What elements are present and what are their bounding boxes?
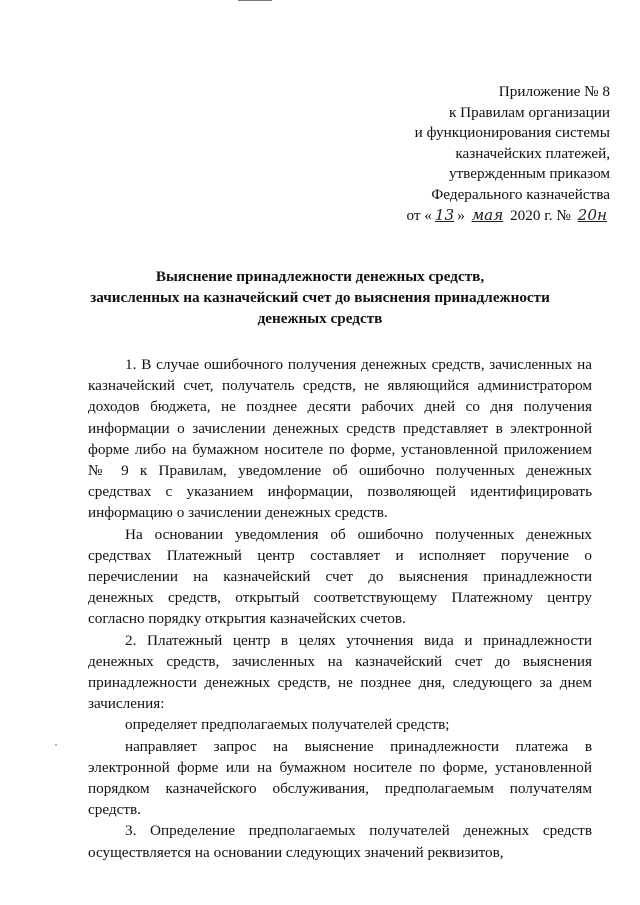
document-body [88, 354, 592, 863]
paragraph: На основании уведомления об ошибочно полученных денежных средствах Платежный центр составляет и исполняет поручение о перечислении на казначейский счет до выяснения принадлежности денежных средств, открытый соответствующему Платежному центру согласно порядку открытия казначейских счетов. [88, 525, 592, 628]
handwritten-order-number: 20н [577, 206, 607, 224]
scan-speck [55, 744, 57, 746]
appendix-date-line [330, 205, 610, 227]
paragraph: определяет предполагаемых получателей средств; [125, 716, 450, 734]
paragraph: 3. Определение предполагаемых получателей денежных средств осуществляется на основании следующих значений реквизитов, [88, 822, 592, 861]
paragraph: 1. В случае ошибочного получения денежных средств, зачисленных на казначейский счет, получатель средств, не являющийся администратором доходов бюджета, не позднее десяти рабочих дней со дня получения информации о зачислении денежных средств представляет в электронной форме либо на бумажном носителе по форме, установленной приложением № 9 к Правилам, уведомление об ошибочно полученных денежных средствах с указанием информации, позволяющей идентифицировать информацию о зачислении денежных средств. [88, 356, 592, 522]
date-year: 2020 г. № [510, 207, 571, 224]
appendix-line: и функционирования системы [414, 124, 610, 141]
handwritten-day: 13 [434, 206, 455, 224]
appendix-header [330, 82, 610, 227]
appendix-line: Приложение № 8 [498, 83, 610, 100]
title-line: зачисленных на казначейский счет до выяснения принадлежности [90, 289, 550, 306]
handwritten-month: мая [471, 206, 504, 224]
title-line: Выяснение принадлежности денежных средств, [155, 268, 485, 285]
scan-artifact-line [238, 0, 272, 1]
appendix-line: утвержденным приказом [448, 165, 610, 182]
appendix-line: к Правилам организации [448, 103, 610, 121]
paragraph: 2. Платежный центр в целях уточнения вида и принадлежности денежных средств, зачисленных на казначейский счет до выяснения принадлежности денежных средств, не позднее дня, следующего за днем зачисления: [88, 631, 592, 713]
document-title [80, 266, 560, 329]
title-line: денежных средств [257, 310, 383, 327]
date-prefix: от « [406, 207, 432, 224]
paragraph: направляет запрос на выяснение принадлежности платежа в электронной форме или на бумажном носителе по форме, установленной порядком казначейского обслуживания, предполагаемым получателям средств. [88, 737, 592, 819]
date-mid: » [457, 207, 465, 224]
appendix-line: казначейских платежей, [455, 144, 610, 162]
appendix-line: Федерального казначейства [431, 185, 610, 203]
